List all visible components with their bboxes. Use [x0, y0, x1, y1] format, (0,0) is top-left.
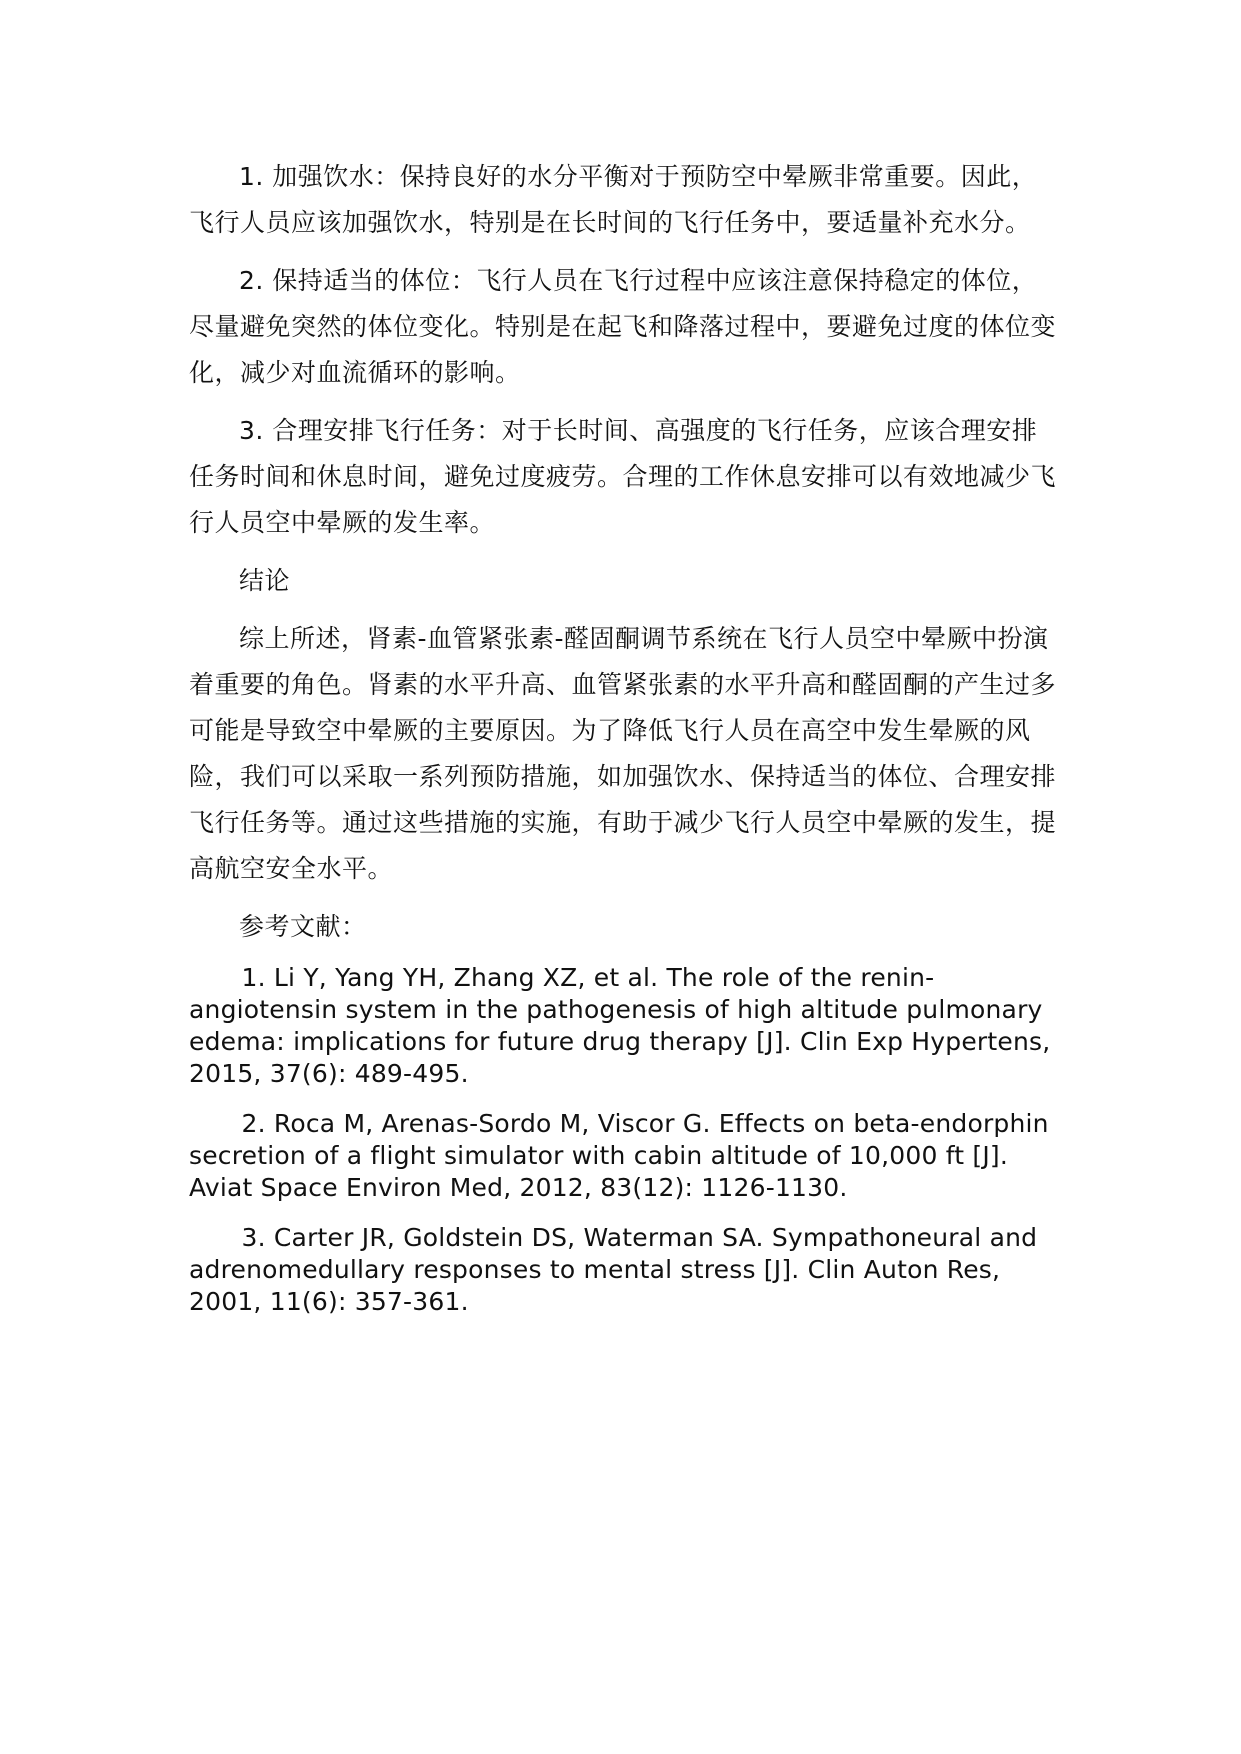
references-heading: 参考文献：	[239, 912, 367, 941]
reference-item-1: 1. Li Y, Yang YH, Zhang XZ, et al. The role of the renin-angiotensin system in the pathogenesis of high altitude pulmonary edema: implications for future drug therapy [J]. Clin Exp Hypertens, 2015, 37(6): 489-495.	[189, 963, 1051, 1088]
document-body	[189, 154, 1061, 1336]
reference-item-3: 3. Carter JR, Goldstein DS, Waterman SA. Sympathoneural and adrenomedullary responses to mental stress [J]. Clin Auton Res, 2001, 11(6): 357-361.	[189, 1223, 1038, 1316]
reference-item-2: 2. Roca M, Arenas-Sordo M, Viscor G. Effects on beta-endorphin secretion of a flight simulator with cabin altitude of 10,000 ft [J]. Aviat Space Environ Med, 2012, 83(12): 1126-1130.	[189, 1109, 1049, 1202]
prevention-item-scheduling: 3. 合理安排飞行任务：对于长时间、高强度的飞行任务，应该合理安排任务时间和休息时间，避免过度疲劳。合理的工作休息安排可以有效地减少飞行人员空中晕厥的发生率。	[189, 416, 1057, 537]
prevention-item-posture: 2. 保持适当的体位：飞行人员在飞行过程中应该注意保持稳定的体位，尽量避免突然的体位变化。特别是在起飞和降落过程中，要避免过度的体位变化，减少对血流循环的影响。	[189, 266, 1057, 387]
conclusion-paragraph: 综上所述，肾素-血管紧张素-醛固酮调节系统在飞行人员空中晕厥中扮演着重要的角色。肾素的水平升高、血管紧张素的水平升高和醛固酮的产生过多可能是导致空中晕厥的主要原因。为了降低飞行人员在高空中发生晕厥的风险，我们可以采取一系列预防措施，如加强饮水、保持适当的体位、合理安排飞行任务等。通过这些措施的实施，有助于减少飞行人员空中晕厥的发生，提高航空安全水平。	[189, 624, 1057, 883]
conclusion-heading: 结论	[239, 566, 291, 595]
prevention-item-hydration: 1. 加强饮水：保持良好的水分平衡对于预防空中晕厥非常重要。因此，飞行人员应该加强饮水，特别是在长时间的飞行任务中，要适量补充水分。	[189, 162, 1038, 237]
